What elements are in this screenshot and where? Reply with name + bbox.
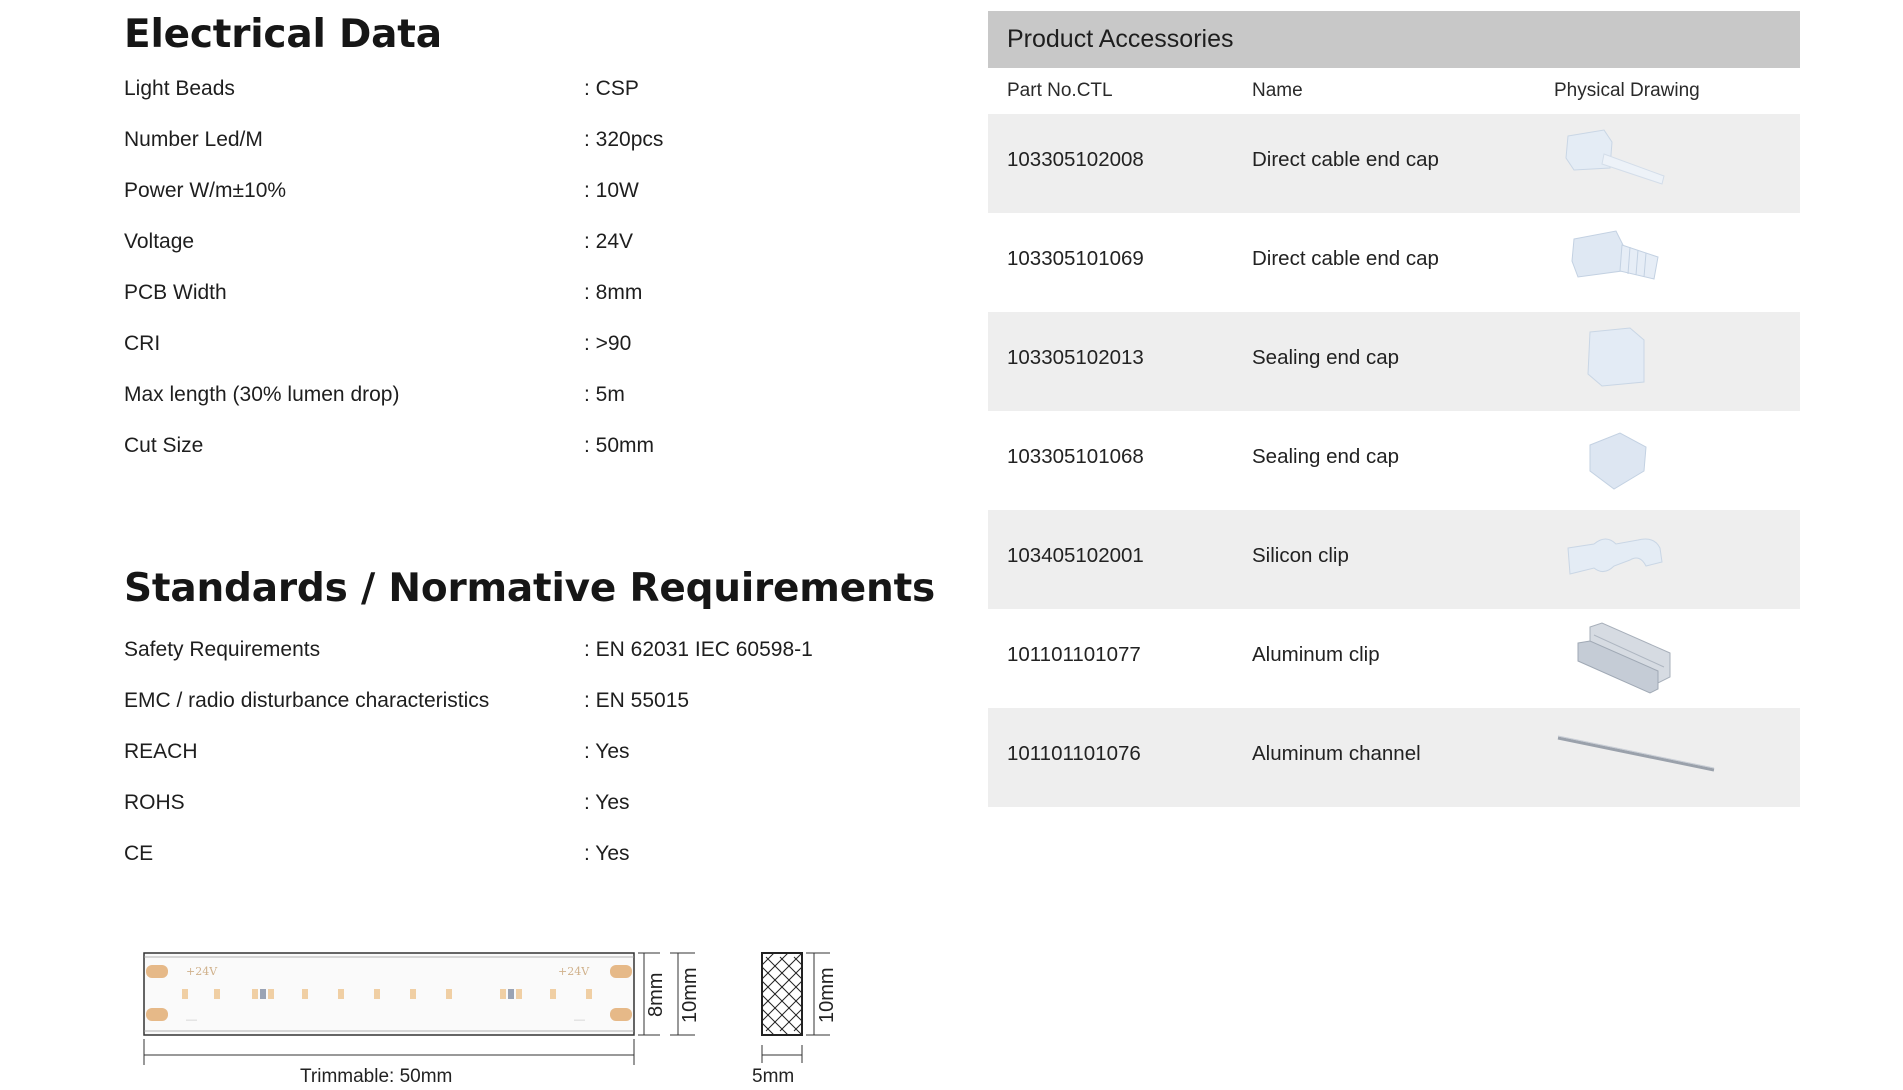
- spec-label: Light Beads: [124, 77, 235, 100]
- table-row: [988, 114, 1800, 213]
- silicon-clip-icon: [1554, 514, 1694, 594]
- trimmable-dimension: Trimmable: 50mm: [300, 1066, 453, 1085]
- spec-row: [124, 689, 884, 719]
- part-name: Direct cable end cap: [1252, 148, 1439, 171]
- spec-row: [124, 332, 884, 362]
- spec-row: [124, 281, 884, 311]
- solder-pad: [146, 965, 168, 978]
- spec-label: PCB Width: [124, 281, 227, 304]
- spec-row: [124, 791, 884, 821]
- spec-value: : 50mm: [584, 434, 655, 457]
- column-name: Name: [1252, 80, 1303, 101]
- led-strip-technical-drawing: [130, 935, 870, 1085]
- table-row: [988, 708, 1800, 807]
- accessories-table: [988, 11, 1800, 807]
- spec-label: CE: [124, 842, 154, 865]
- accessories-column-headers: [988, 68, 1800, 114]
- part-name: Sealing end cap: [1252, 346, 1400, 369]
- part-number: 103305101069: [1007, 247, 1144, 270]
- spec-value: : 5m: [584, 383, 625, 406]
- spec-value: : 24V: [584, 230, 634, 253]
- spec-label: Number Led/M: [124, 128, 263, 151]
- part-number: 103305102008: [1007, 148, 1144, 171]
- part-number: 103305101068: [1007, 445, 1144, 468]
- spec-value: : CSP: [584, 77, 639, 100]
- solder-pad: [610, 1008, 632, 1021]
- minus-label-left: —: [186, 1014, 197, 1026]
- electrical-data-title: Electrical Data: [124, 12, 442, 57]
- spec-row: [124, 638, 884, 668]
- standards-title: Standards / Normative Requirements: [124, 566, 936, 611]
- spec-label: Cut Size: [124, 434, 204, 457]
- part-name: Direct cable end cap: [1252, 247, 1439, 270]
- spec-label: Power W/m±10%: [124, 179, 287, 202]
- solder-pad: [610, 965, 632, 978]
- column-physical-drawing: Physical Drawing: [1554, 80, 1700, 101]
- spec-label: CRI: [124, 332, 161, 355]
- part-number: 103405102001: [1007, 544, 1144, 567]
- spec-row: [124, 434, 884, 464]
- part-name: Aluminum channel: [1252, 742, 1421, 765]
- spec-row: [124, 740, 884, 770]
- ribbed-cable-end-cap-icon: [1554, 217, 1694, 297]
- table-row: [988, 312, 1800, 411]
- profile-height-dimension: 10mm: [816, 967, 838, 1023]
- spec-row: [124, 842, 884, 872]
- part-name: Silicon clip: [1252, 544, 1349, 567]
- spec-value: : 10W: [584, 179, 639, 202]
- part-number: 101101101077: [1007, 643, 1141, 666]
- spec-value: : >90: [584, 332, 632, 355]
- spec-label: EMC / radio disturbance characteristics: [124, 689, 490, 712]
- voltage-label-left: +24V: [186, 965, 218, 978]
- aluminum-channel-icon: [1554, 712, 1724, 792]
- part-name: Aluminum clip: [1252, 643, 1380, 666]
- pcb-width-dimension: 8mm: [645, 972, 667, 1017]
- table-row: [988, 609, 1800, 708]
- spec-row: [124, 128, 884, 158]
- profile-width-dimension: 5mm: [752, 1066, 795, 1085]
- spec-row: [124, 383, 884, 413]
- spec-label: REACH: [124, 740, 198, 763]
- table-row: [988, 213, 1800, 312]
- spec-value: : 320pcs: [584, 128, 664, 151]
- table-row: [988, 510, 1800, 609]
- part-number: 103305102013: [1007, 346, 1144, 369]
- part-number: 101101101076: [1007, 742, 1141, 765]
- cable-end-cap-icon: [1554, 118, 1694, 198]
- spec-row: [124, 230, 884, 260]
- solder-pad: [146, 1008, 168, 1021]
- column-part-no: Part No.CTL: [1007, 80, 1113, 101]
- table-row: [988, 411, 1800, 510]
- aluminum-clip-icon: [1554, 613, 1694, 699]
- profile-cross-section: [762, 953, 802, 1035]
- spec-value: : EN 55015: [584, 689, 690, 712]
- voltage-label-right: +24V: [558, 965, 590, 978]
- accessories-title: Product Accessories: [988, 11, 1800, 68]
- height-dimension: 10mm: [679, 967, 701, 1023]
- spec-label: Voltage: [124, 230, 195, 253]
- part-name: Sealing end cap: [1252, 445, 1400, 468]
- flat-sealing-end-cap-icon: [1554, 415, 1694, 495]
- spec-label: Max length (30% lumen drop): [124, 383, 400, 406]
- spec-row: [124, 179, 884, 209]
- spec-value: : Yes: [584, 740, 630, 763]
- sealing-end-cap-icon: [1554, 316, 1694, 396]
- spec-label: ROHS: [124, 791, 185, 814]
- spec-value: : 8mm: [584, 281, 643, 304]
- spec-row: [124, 77, 884, 107]
- spec-value: : Yes: [584, 842, 630, 865]
- spec-value: : EN 62031 IEC 60598-1: [584, 638, 813, 661]
- spec-label: Safety Requirements: [124, 638, 321, 661]
- minus-label-right: —: [574, 1014, 585, 1026]
- spec-value: : Yes: [584, 791, 630, 814]
